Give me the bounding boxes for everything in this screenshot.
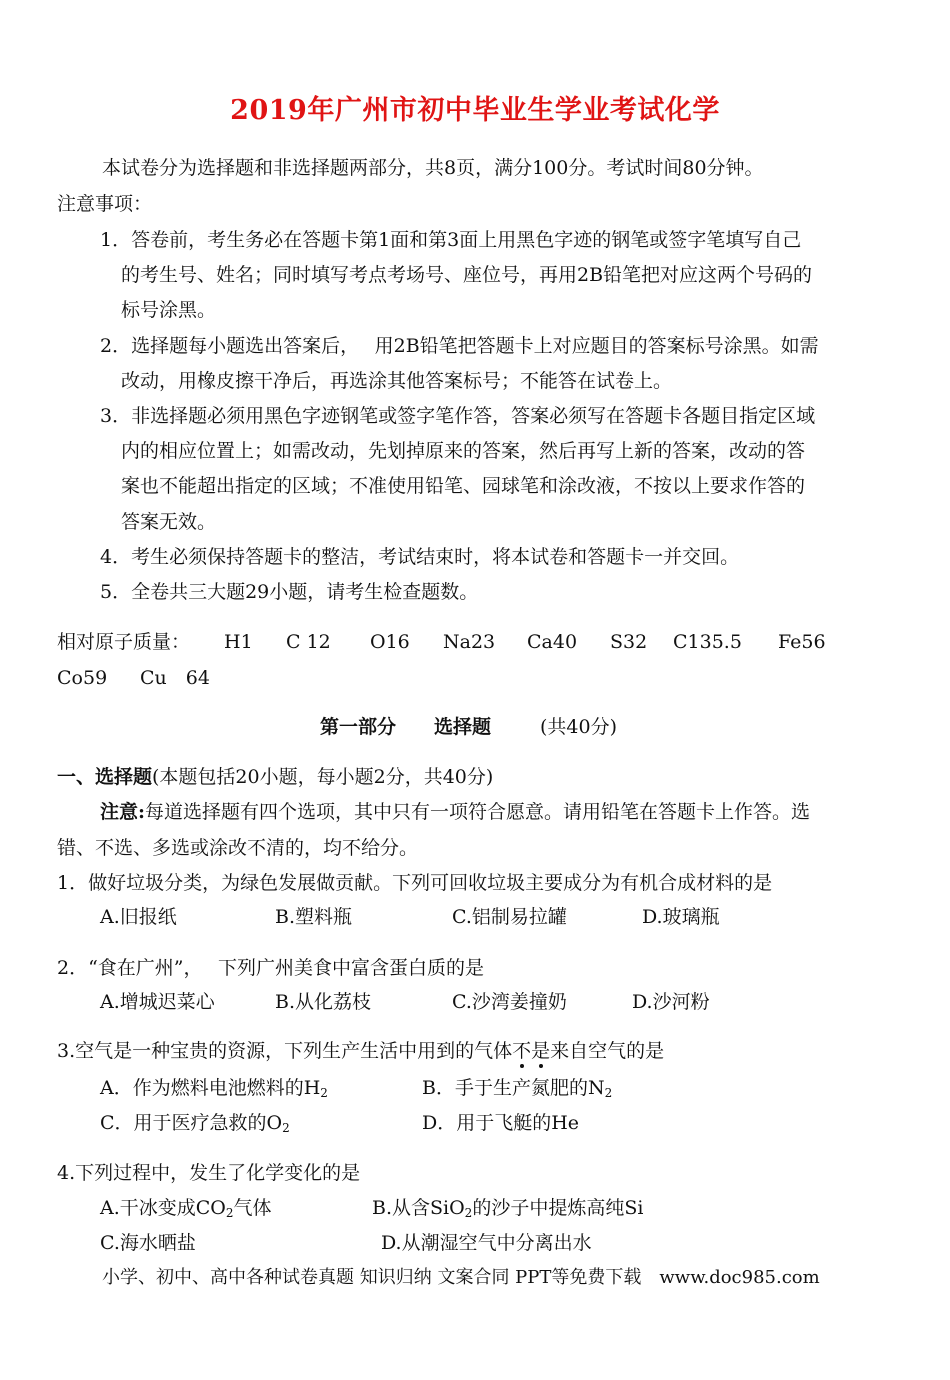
atomic-mass-item: O16 <box>370 631 410 653</box>
option-text: D．用于飞艇的He <box>422 1112 580 1134</box>
exam-title: 2019年广州市初中毕业生学业考试化学 <box>230 95 720 126</box>
notice-line: 标号涂黑。 <box>121 299 217 321</box>
part-name: 第一部分 <box>320 716 397 738</box>
notice-line: 1．答卷前，考生务必在答题卡第1面和第3面上用黑色字迹的钢笔或签字笔填写自己 <box>100 229 802 251</box>
notice-line: 案也不能超出指定的区域；不准使用铅笔、园球笔和涂改液，不按以上要求作答的 <box>121 475 806 497</box>
notice-line: 答案无效。 <box>121 511 217 533</box>
section-note-text: 每道选择题有四个选项，其中只有一项符合愿意。请用铅笔在答题卡上作答。选 <box>145 801 811 823</box>
subscript: 2 <box>604 1086 613 1100</box>
section-note-bold: 注意: <box>100 801 146 823</box>
part-score: (共40分) <box>540 716 618 738</box>
notice-line: 5．全卷共三大题29小题，请考生检查题数。 <box>100 581 479 603</box>
section-heading-rest: (本题包括20小题，每小题2分，共40分) <box>152 766 494 788</box>
option-text: B.从含SiO <box>372 1197 465 1219</box>
atomic-mass-item: Na23 <box>443 631 496 653</box>
option-text: 的沙子中提炼高纯Si <box>472 1197 644 1219</box>
atomic-mass-item: H1 <box>224 631 253 653</box>
atomic-mass-item: C135.5 <box>673 631 742 653</box>
part-type: 选择题 <box>434 716 492 738</box>
atomic-mass-item: S32 <box>610 631 648 653</box>
atomic-mass-item: Cu 64 <box>140 667 210 689</box>
notice-heading: 注意事项： <box>57 193 153 215</box>
question-stem: 1．做好垃圾分类，为绿色发展做贡献。下列可回收垃圾主要成分为有机合成材料的是 <box>57 872 773 894</box>
section-heading-bold: 一、选择题 <box>57 766 153 788</box>
question-option <box>100 1231 196 1255</box>
emphasis-char: 是 <box>531 1040 551 1062</box>
option-text: A.干冰变成CO <box>100 1197 226 1219</box>
question-option: D.沙河粉 <box>632 991 710 1013</box>
emphasis-char: 不 <box>512 1040 532 1062</box>
question-option <box>422 1076 612 1105</box>
question-stem-text: 3.空气是一种宝贵的资源，下列生产生活中用到的气体 <box>57 1040 513 1062</box>
section-note <box>100 800 810 824</box>
subscript: 2 <box>282 1121 290 1135</box>
question-option: A.旧报纸 <box>100 906 177 928</box>
question-option: B.塑料瓶 <box>275 906 353 928</box>
question-option: A.增城迟菜心 <box>100 991 215 1013</box>
section-note-continued: 错、不选、多选或涂改不清的，均不给分。 <box>57 837 419 859</box>
atomic-mass-item: C 12 <box>286 631 331 653</box>
intro-text: 本试卷分为选择题和非选择题两部分，共8页，满分100分。考试时间80分钟。 <box>102 157 764 179</box>
subscript: 2 <box>464 1206 473 1220</box>
question-option: C.沙湾姜撞奶 <box>452 991 567 1013</box>
notice-line: 的考生号、姓名；同时填写考点考场号、座位号，再用2B铅笔把对应这两个号码的 <box>121 264 813 286</box>
question-option <box>372 1196 643 1225</box>
option-text: C.海水晒盐 <box>100 1232 196 1254</box>
subscript: 2 <box>225 1206 234 1220</box>
question-option <box>100 1111 290 1140</box>
question-option: B.从化荔枝 <box>275 991 372 1013</box>
question-option: D.玻璃瓶 <box>642 906 720 928</box>
notice-line: 改动，用橡皮擦干净后，再选涂其他答案标号；不能答在试卷上。 <box>121 370 673 392</box>
footer-text: 小学、初中、高中各种试卷真题 知识归纳 文案合同 PPT等免费下载 www.doc985.com <box>102 1267 820 1288</box>
notice-line: 内的相应位置上；如需改动，先划掉原来的答案，然后再写上新的答案，改动的答 <box>121 440 806 462</box>
atomic-mass-item: Fe56 <box>778 631 826 653</box>
question-option <box>100 1076 328 1105</box>
question-option <box>422 1111 579 1140</box>
option-text: 气体 <box>233 1197 272 1219</box>
atomic-mass-item: Co59 <box>57 667 108 689</box>
subscript: 2 <box>320 1086 328 1100</box>
notice-line: 3．非选择题必须用黑色字迹钢笔或签字笔作答，答案必须写在答题卡各题目指定区域 <box>100 405 816 427</box>
option-text: B．手于生产氮肥的N <box>422 1077 605 1099</box>
question-stem <box>57 1039 664 1063</box>
question-option <box>100 1196 272 1225</box>
question-stem: 2．“食在广州”， 下列广州美食中富含蛋白质的是 <box>57 957 485 979</box>
option-text: C．用于医疗急救的O <box>100 1112 283 1134</box>
atomic-mass-label: 相对原子质量： <box>57 631 191 653</box>
atomic-mass-item: Ca40 <box>527 631 578 653</box>
option-text: D.从潮湿空气中分离出水 <box>381 1232 592 1254</box>
question-option <box>381 1231 592 1255</box>
notice-line: 2．选择题每小题选出答案后， 用2B铅笔把答题卡上对应题目的答案标号涂黑。如需 <box>100 335 819 357</box>
notice-line: 4．考生必须保持答题卡的整洁，考试结束时，将本试卷和答题卡一并交回。 <box>100 546 740 568</box>
option-text: A．作为燃料电池燃料的H <box>100 1077 321 1099</box>
question-option: C.铝制易拉罐 <box>452 906 567 928</box>
question-stem-text: 来自空气的是 <box>550 1040 665 1062</box>
question-stem: 4.下列过程中，发生了化学变化的是 <box>57 1162 361 1184</box>
section-heading <box>57 765 493 789</box>
